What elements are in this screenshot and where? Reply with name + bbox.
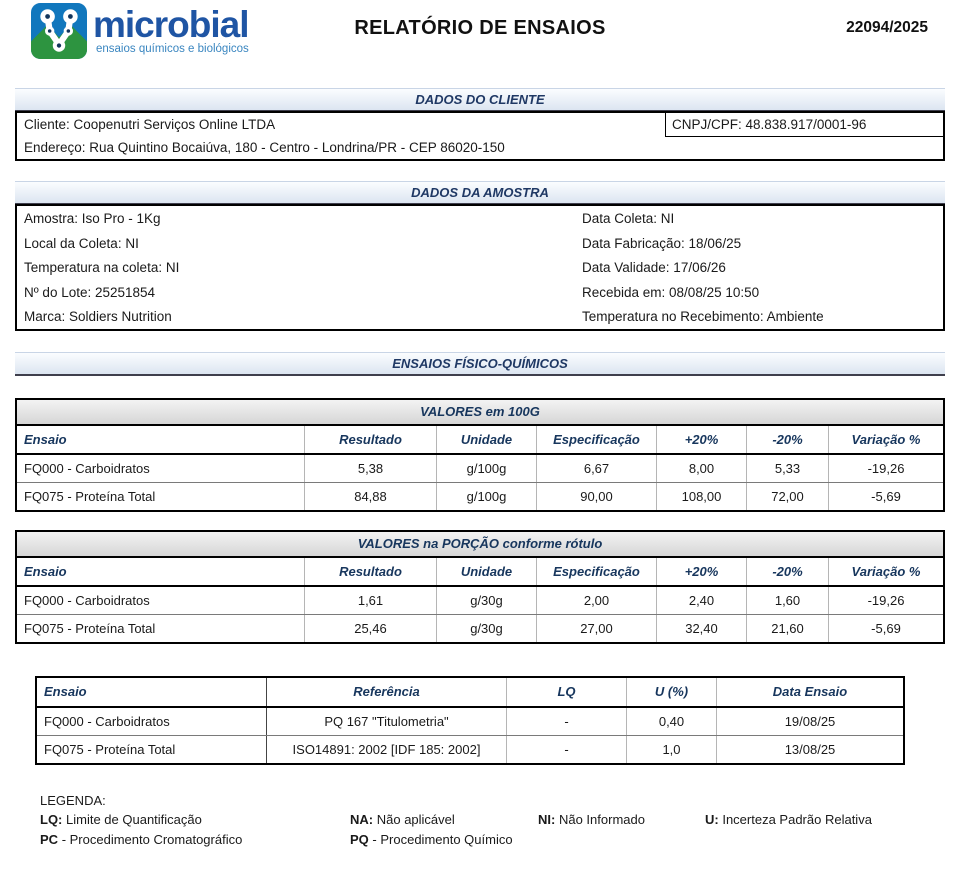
sample-row: [17, 305, 943, 330]
legend-abbr: LQ:: [40, 812, 63, 827]
legend-abbr: PQ: [350, 832, 369, 847]
cell-data-ensaio: 19/08/25: [784, 714, 836, 729]
cell-especificacao: 90,00: [537, 483, 657, 510]
table-row: [17, 587, 943, 614]
page-title: RELATÓRIO DE ENSAIOS: [354, 17, 606, 39]
cell-ensaio: FQ075 - Proteína Total: [37, 736, 267, 763]
cell-incerteza: 0,40: [627, 708, 717, 735]
cell-lq: -: [507, 708, 627, 735]
table-row: [37, 708, 903, 735]
col-header: -20%: [747, 426, 829, 453]
cell-variacao: -19,26: [867, 593, 905, 608]
legend-text: Limite de Quantificação: [66, 812, 202, 827]
cell-resultado: 1,61: [305, 587, 437, 614]
cell-especificacao: 27,00: [537, 615, 657, 642]
sample-data-fabricacao: Data Fabricação: 18/06/25: [582, 235, 742, 251]
report-number: 22094/2025: [846, 19, 928, 36]
col-header: +20%: [657, 426, 747, 453]
legend-item-pq: [350, 832, 513, 847]
cell-mais20: 108,00: [657, 483, 747, 510]
legend-item-lq: [40, 812, 202, 827]
legend-text: - Procedimento Químico: [372, 832, 513, 847]
col-header: Referência: [267, 678, 507, 706]
cell-especificacao: 2,00: [537, 587, 657, 614]
legend-title: LEGENDA:: [40, 793, 106, 808]
client-address: Endereço: Rua Quintino Bocaiúva, 180 - Centro - Londrina/PR - CEP 86020-150: [24, 140, 505, 155]
cell-resultado: 5,38: [305, 455, 437, 482]
sample-local-coleta: Local da Coleta: NI: [24, 235, 139, 251]
legend-item-ni: [538, 812, 645, 827]
sample-row: [17, 207, 943, 232]
cell-unidade: g/100g: [437, 455, 537, 482]
client-row: [17, 113, 943, 137]
sample-temperatura-coleta: Temperatura na coleta: NI: [24, 260, 180, 275]
cell-menos20: 5,33: [747, 455, 829, 482]
table-valores-porcao: [15, 530, 945, 644]
brand-wordmark: microbial: [93, 4, 249, 45]
cell-resultado: 84,88: [305, 483, 437, 510]
col-header: Data Ensaio: [772, 684, 848, 699]
cell-unidade: g/30g: [437, 587, 537, 614]
legend-item-u: [705, 812, 872, 827]
cell-mais20: 8,00: [657, 455, 747, 482]
sample-marca: Marca: Soldiers Nutrition: [24, 309, 172, 324]
cell-variacao: -5,69: [871, 621, 901, 636]
col-header: Ensaio: [17, 558, 305, 585]
sample-data-validade: Data Validade: 17/06/26: [582, 260, 726, 275]
cell-menos20: 72,00: [747, 483, 829, 510]
legend-text: - Procedimento Cromatográfico: [61, 832, 243, 847]
microbial-logo-icon: [31, 3, 87, 59]
legend-text: Não Informado: [558, 812, 645, 827]
client-data-box: [15, 111, 945, 161]
sample-data-box: [15, 204, 945, 331]
sample-amostra: Amostra: Iso Pro - 1Kg: [24, 211, 161, 226]
col-header: +20%: [657, 558, 747, 585]
table-header-row: [17, 426, 943, 455]
cell-ensaio: FQ075 - Proteína Total: [17, 615, 305, 642]
cell-unidade: g/30g: [437, 615, 537, 642]
cell-ensaio: FQ000 - Carboidratos: [17, 587, 305, 614]
legend-abbr: NA:: [350, 812, 374, 827]
col-header: -20%: [747, 558, 829, 585]
cell-menos20: 21,60: [747, 615, 829, 642]
col-header: Resultado: [305, 426, 437, 453]
legend-text: Incerteza Padrão Relativa: [722, 812, 872, 827]
sample-lote: Nº do Lote: 25251854: [24, 284, 156, 300]
legend-item-pc: [40, 832, 242, 847]
table-title: VALORES na PORÇÃO conforme rótulo: [17, 532, 943, 558]
col-header: Ensaio: [37, 678, 267, 706]
col-header: Ensaio: [17, 426, 305, 453]
cell-ensaio: FQ000 - Carboidratos: [17, 455, 305, 482]
col-header: Variação %: [851, 432, 921, 447]
col-header: Resultado: [305, 558, 437, 585]
col-header: Especificação: [537, 558, 657, 585]
table-header-row: [17, 558, 943, 587]
col-header: Unidade: [437, 558, 537, 585]
cell-variacao: -5,69: [871, 489, 901, 504]
legend-text: Não aplicável: [376, 812, 455, 827]
table-header-row: [37, 678, 903, 708]
cell-lq: -: [507, 736, 627, 763]
table-row: [17, 455, 943, 482]
col-header: U (%): [627, 678, 717, 706]
legend-abbr: NI:: [538, 812, 556, 827]
cell-ensaio: FQ075 - Proteína Total: [17, 483, 305, 510]
cell-menos20: 1,60: [747, 587, 829, 614]
section-header-dados-cliente: DADOS DO CLIENTE: [15, 88, 945, 112]
table-row: [17, 614, 943, 642]
col-header: Variação %: [851, 564, 921, 579]
sample-row: [17, 256, 943, 281]
client-cnpj: CNPJ/CPF: 48.838.917/0001-96: [665, 113, 943, 137]
col-header: Especificação: [537, 426, 657, 453]
cell-ensaio: FQ000 - Carboidratos: [37, 708, 267, 735]
client-name: Cliente: Coopenutri Serviços Online LTDA: [24, 117, 276, 132]
table-valores-100g: [15, 398, 945, 512]
sample-temperatura-recebimento: Temperatura no Recebimento: Ambiente: [582, 309, 824, 324]
cell-especificacao: 6,67: [537, 455, 657, 482]
legend-abbr: PC: [40, 832, 59, 847]
section-header-dados-amostra: DADOS DA AMOSTRA: [15, 181, 945, 205]
sample-recebida-em: Recebida em: 08/08/25 10:50: [582, 284, 760, 300]
legend-item-na: [350, 812, 455, 827]
cell-referencia: PQ 167 "Titulometria": [267, 708, 507, 735]
table-title: VALORES em 100G: [17, 400, 943, 426]
cell-referencia: ISO14891: 2002 [IDF 185: 2002]: [267, 736, 507, 763]
table-row: [17, 482, 943, 510]
sample-data-coleta: Data Coleta: NI: [582, 211, 675, 226]
cell-data-ensaio: 13/08/25: [784, 742, 836, 757]
cell-unidade: g/100g: [437, 483, 537, 510]
cell-mais20: 32,40: [657, 615, 747, 642]
sample-row: [17, 281, 943, 306]
cell-incerteza: 1,0: [627, 736, 717, 763]
section-header-fisico-quimicos: ENSAIOS FÍSICO-QUÍMICOS: [15, 352, 945, 376]
sample-row: [17, 232, 943, 257]
cell-variacao: -19,26: [867, 461, 905, 476]
table-referencias: [35, 676, 905, 765]
col-header: LQ: [507, 678, 627, 706]
col-header: Unidade: [437, 426, 537, 453]
cell-resultado: 25,46: [305, 615, 437, 642]
table-row: [37, 735, 903, 763]
cell-mais20: 2,40: [657, 587, 747, 614]
brand-tagline: ensaios químicos e biológicos: [96, 43, 249, 55]
legend-abbr: U:: [705, 812, 719, 827]
